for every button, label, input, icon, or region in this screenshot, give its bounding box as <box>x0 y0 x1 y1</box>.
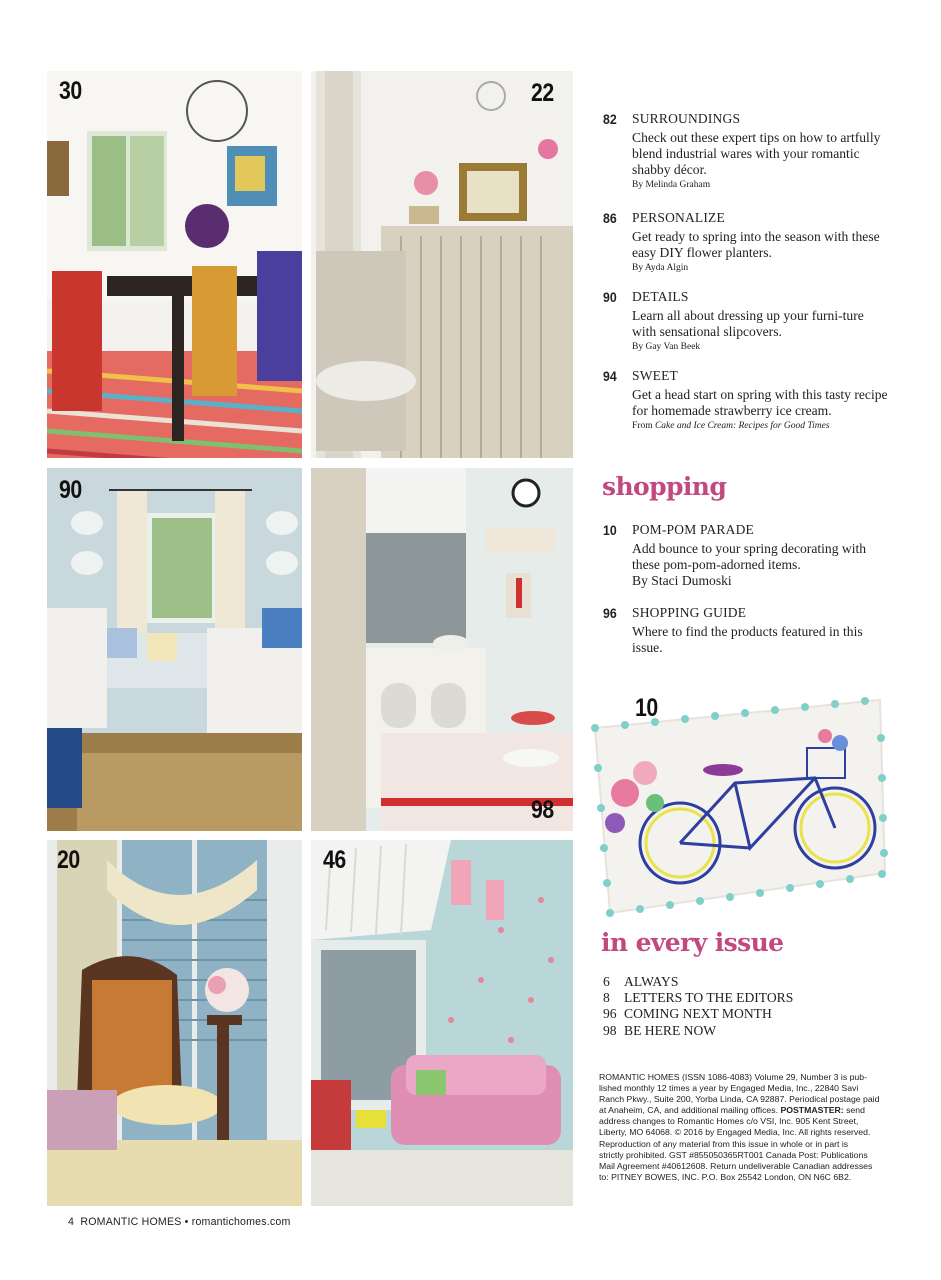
issue-page-number: 6 <box>603 974 610 989</box>
toc-entry-pom-pom-parade[interactable] <box>603 522 888 589</box>
photo-page-number: 20 <box>57 846 80 874</box>
issue-label: BE HERE NOW <box>624 1022 717 1038</box>
toc-section-title: SURROUNDINGS <box>632 111 741 126</box>
photo-page-number: 10 <box>635 694 658 722</box>
toc-section-title: SHOPPING GUIDE <box>632 605 747 620</box>
toc-entry-details[interactable] <box>603 289 888 354</box>
byline-prefix: From <box>632 421 655 431</box>
footer-page-number: 4 <box>68 1216 75 1228</box>
legal-line: ROMANTIC HOMES (ISSN 1086-4083) Volume 29, Number 3 is pub- <box>599 1072 867 1082</box>
toc-byline <box>632 420 888 433</box>
photo-cupboard <box>311 71 573 458</box>
issue-page-number: 98 <box>603 1022 617 1038</box>
list-item[interactable] <box>603 1023 863 1039</box>
toc-byline: By Staci Dumoski <box>632 573 732 588</box>
toc-description: Add bounce to your spring decorating with these pom-pom-adorned items. <box>632 541 867 572</box>
issue-label: COMING NEXT MONTH <box>624 1006 772 1022</box>
page-footer <box>68 1216 291 1228</box>
photo-kitchen <box>311 468 573 831</box>
legal-text: at Anaheim, CA, and additional mailing offices. <box>599 1105 779 1116</box>
legal-line: Ranch Pkwy., Suite 200, Yorba Linda, CA 92887. Periodical postage paid <box>599 1094 880 1105</box>
toc-page-number: 94 <box>603 368 617 384</box>
toc-entry-sweet[interactable] <box>603 368 888 433</box>
toc-section-title: DETAILS <box>632 289 689 304</box>
footer-separator: • <box>184 1216 189 1228</box>
issue-page-number: 96 <box>603 1006 617 1022</box>
list-item[interactable] <box>603 974 863 990</box>
book-title: Cake and Ice Cream: Recipes for Good Times <box>654 421 830 431</box>
toc-description: Learn all about dressing up your furni-ture with sensational slipcovers. <box>632 308 864 339</box>
legal-line: Mail Agreement #40612608. Return undeliverable Canadian addresses <box>599 1160 873 1171</box>
footer-magazine-name: ROMANTIC HOMES <box>80 1216 182 1228</box>
issue-label: ALWAYS <box>624 974 679 989</box>
list-item[interactable] <box>603 1006 863 1022</box>
photo-dining-room <box>47 71 302 458</box>
toc-entry-surroundings[interactable] <box>603 111 888 192</box>
list-item[interactable] <box>603 990 863 1006</box>
photo-page-number: 46 <box>323 846 346 874</box>
toc-description: Check out these expert tips on how to artfully blend industrial wares with your romantic shabby décor. <box>632 130 881 177</box>
toc-section-title: SWEET <box>632 368 678 383</box>
toc-entry-shopping-guide[interactable] <box>603 605 888 656</box>
toc-byline: By Melinda Graham <box>632 180 711 190</box>
photo-bicycle-pillow <box>585 688 895 923</box>
every-issue-list <box>603 974 863 1039</box>
photo-page-number: 22 <box>531 79 554 107</box>
toc-description: Get a head start on spring with this tasty recipe for homemade strawberry ice cream. <box>632 387 888 418</box>
publication-legal-notice <box>599 1072 883 1183</box>
photo-page-number: 90 <box>59 476 82 504</box>
issue-label: LETTERS TO THE EDITORS <box>624 990 794 1006</box>
legal-line: Reproduction of any material from this issue in whole or in part is <box>599 1138 849 1149</box>
photo-living-room <box>47 468 302 831</box>
toc-page-number: 82 <box>603 111 617 127</box>
toc-page-number: 10 <box>603 522 617 538</box>
footer-website-link[interactable]: romantichomes.com <box>191 1216 291 1228</box>
legal-line: Liberty, MO 64068. © 2016 by Engaged Media, Inc. All rights reserved. <box>599 1127 871 1138</box>
toc-page-number: 96 <box>603 605 617 621</box>
photo-page-number: 98 <box>531 796 554 824</box>
toc-byline: By Gay Van Beek <box>632 342 701 352</box>
postmaster-label: POSTMASTER: <box>780 1105 844 1116</box>
toc-page-number: 90 <box>603 289 617 305</box>
toc-section-title: POM-POM PARADE <box>632 522 754 537</box>
photo-page-number: 30 <box>59 77 82 105</box>
issue-page-number: 8 <box>603 990 610 1006</box>
photo-pink-sofa <box>311 840 573 1206</box>
toc-page-number: 86 <box>603 210 617 226</box>
legal-line <box>599 1105 883 1116</box>
legal-line: address changes to Romantic Homes c/o VSI, Inc. 905 Kent Street, <box>599 1116 859 1127</box>
toc-description: Where to find the products featured in this issue. <box>632 624 863 655</box>
legal-line: lished monthly 12 times a year by Engaged Media, Inc., 22840 Savi <box>599 1083 859 1094</box>
photo-chair-shutters <box>47 840 302 1206</box>
legal-line: strictly prohibited. GST #855050365RT001 Canada Post: Publications <box>599 1149 868 1160</box>
legal-line: to: PITNEY BOWES, INC. P.O. Box 25542 London, ON N6C 6B2. <box>599 1171 852 1182</box>
legal-text: send <box>843 1105 865 1116</box>
toc-byline: By Ayda Algin <box>632 263 689 273</box>
toc-section-title: PERSONALIZE <box>632 210 725 225</box>
toc-entry-personalize[interactable] <box>603 210 888 275</box>
every-issue-heading: in every issue <box>601 928 784 957</box>
toc-description: Get ready to spring into the season with these easy DIY flower planters. <box>632 229 880 260</box>
shopping-heading: shopping <box>602 472 727 501</box>
